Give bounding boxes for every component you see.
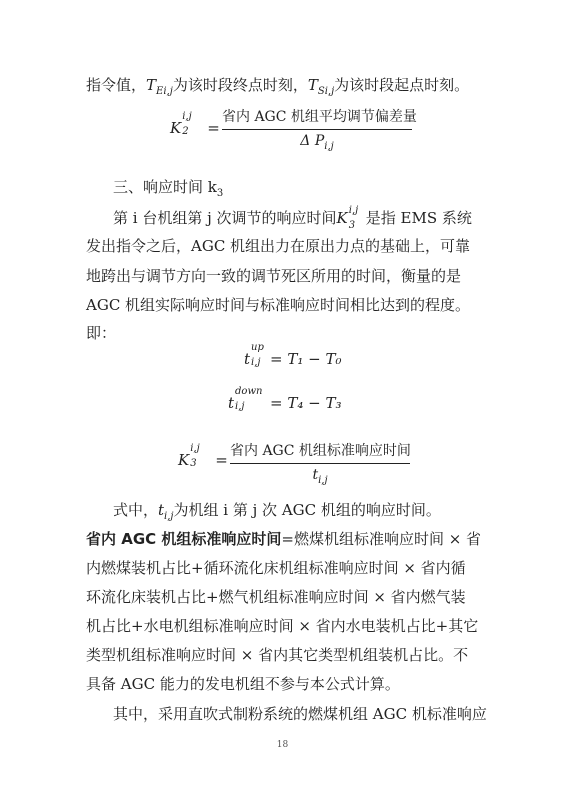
fraction-bar xyxy=(222,129,412,130)
text: 为该时段起点时刻。 xyxy=(334,76,470,94)
math-symbol: K xyxy=(170,119,182,137)
equals-sign: = xyxy=(207,119,220,137)
equation-k3-lhs: K i,j 3 = xyxy=(178,443,228,469)
equation-k2-lhs xyxy=(170,111,220,137)
math-subscript: Si,j xyxy=(317,86,335,97)
paragraph-line: 内燃煤装机占比+循环流化床机组标准响应时间 × 省内循 xyxy=(86,559,466,577)
math-subscript: Ei,j xyxy=(156,86,173,97)
text: 为该时段终点时刻， xyxy=(172,76,308,94)
math-symbol: T xyxy=(146,76,157,94)
equation-k2-fraction xyxy=(222,106,417,152)
paragraph-line: 第 i 台机组第 j 次调节的响应时间K i,j 3 是指 EMS 系统 xyxy=(113,205,472,231)
paragraph-line xyxy=(86,75,486,102)
equation-k3-fraction xyxy=(230,440,410,486)
paragraph-line: 即： xyxy=(86,324,117,342)
fraction-denominator: Δ $P_{i,j}$ xyxy=(300,133,334,152)
paragraph-line: 发出指令之后，AGC 机组出力在原出力点的基础上，可靠 xyxy=(86,237,471,255)
equation-t-down: t down i,j = T₄ − T₃ xyxy=(228,386,342,412)
page-number: 18 xyxy=(276,740,289,750)
equation-t-up: t up i,j = T₁ − T₀ xyxy=(244,342,342,368)
paragraph-line: 机占比+水电机组标准响应时间 × 省内水电装机占比+其它 xyxy=(86,617,479,635)
paragraph-line: AGC 机组实际响应时间与标准响应时间相比达到的程度。 xyxy=(86,296,471,314)
paragraph-line: 地跨出与调节方向一致的调节死区所用的时间，衡量的是 xyxy=(86,267,462,285)
paragraph-line: 省内 AGC 机组标准响应时间=燃煤机组标准响应时间 × 省 xyxy=(86,530,482,548)
math-superscript: i,j xyxy=(182,111,192,122)
math-subscript: 2 xyxy=(182,126,189,137)
math-symbol: T xyxy=(307,76,318,94)
fraction-bar xyxy=(230,463,410,464)
text: 指令值， xyxy=(86,76,147,94)
fraction-numerator: 省内 AGC 机组平均调节偏差量 xyxy=(222,109,417,125)
paragraph-line: 式中，$t_{i,j}$为机组 i 第 j 次 AGC 机组的响应时间。 xyxy=(113,501,441,522)
bold-term: 省内 AGC 机组标准响应时间 xyxy=(86,530,282,548)
paragraph-line: 具备 AGC 能力的发电机组不参与本公式计算。 xyxy=(86,675,400,693)
paragraph-line: 环流化床装机占比+燃气机组标准响应时间 × 省内燃气装 xyxy=(86,588,466,606)
fraction-denominator: $t_{i,j}$ xyxy=(312,467,328,486)
paragraph-line: 其中，采用直吹式制粉系统的燃煤机组 AGC 机标准响应 xyxy=(113,705,487,723)
fraction-numerator: 省内 AGC 机组标准响应时间 xyxy=(230,443,411,459)
section-title: 三、响应时间 $k_3$ xyxy=(113,178,224,199)
paragraph-line: 类型机组标准响应时间 × 省内其它类型机组装机占比。不 xyxy=(86,646,469,664)
